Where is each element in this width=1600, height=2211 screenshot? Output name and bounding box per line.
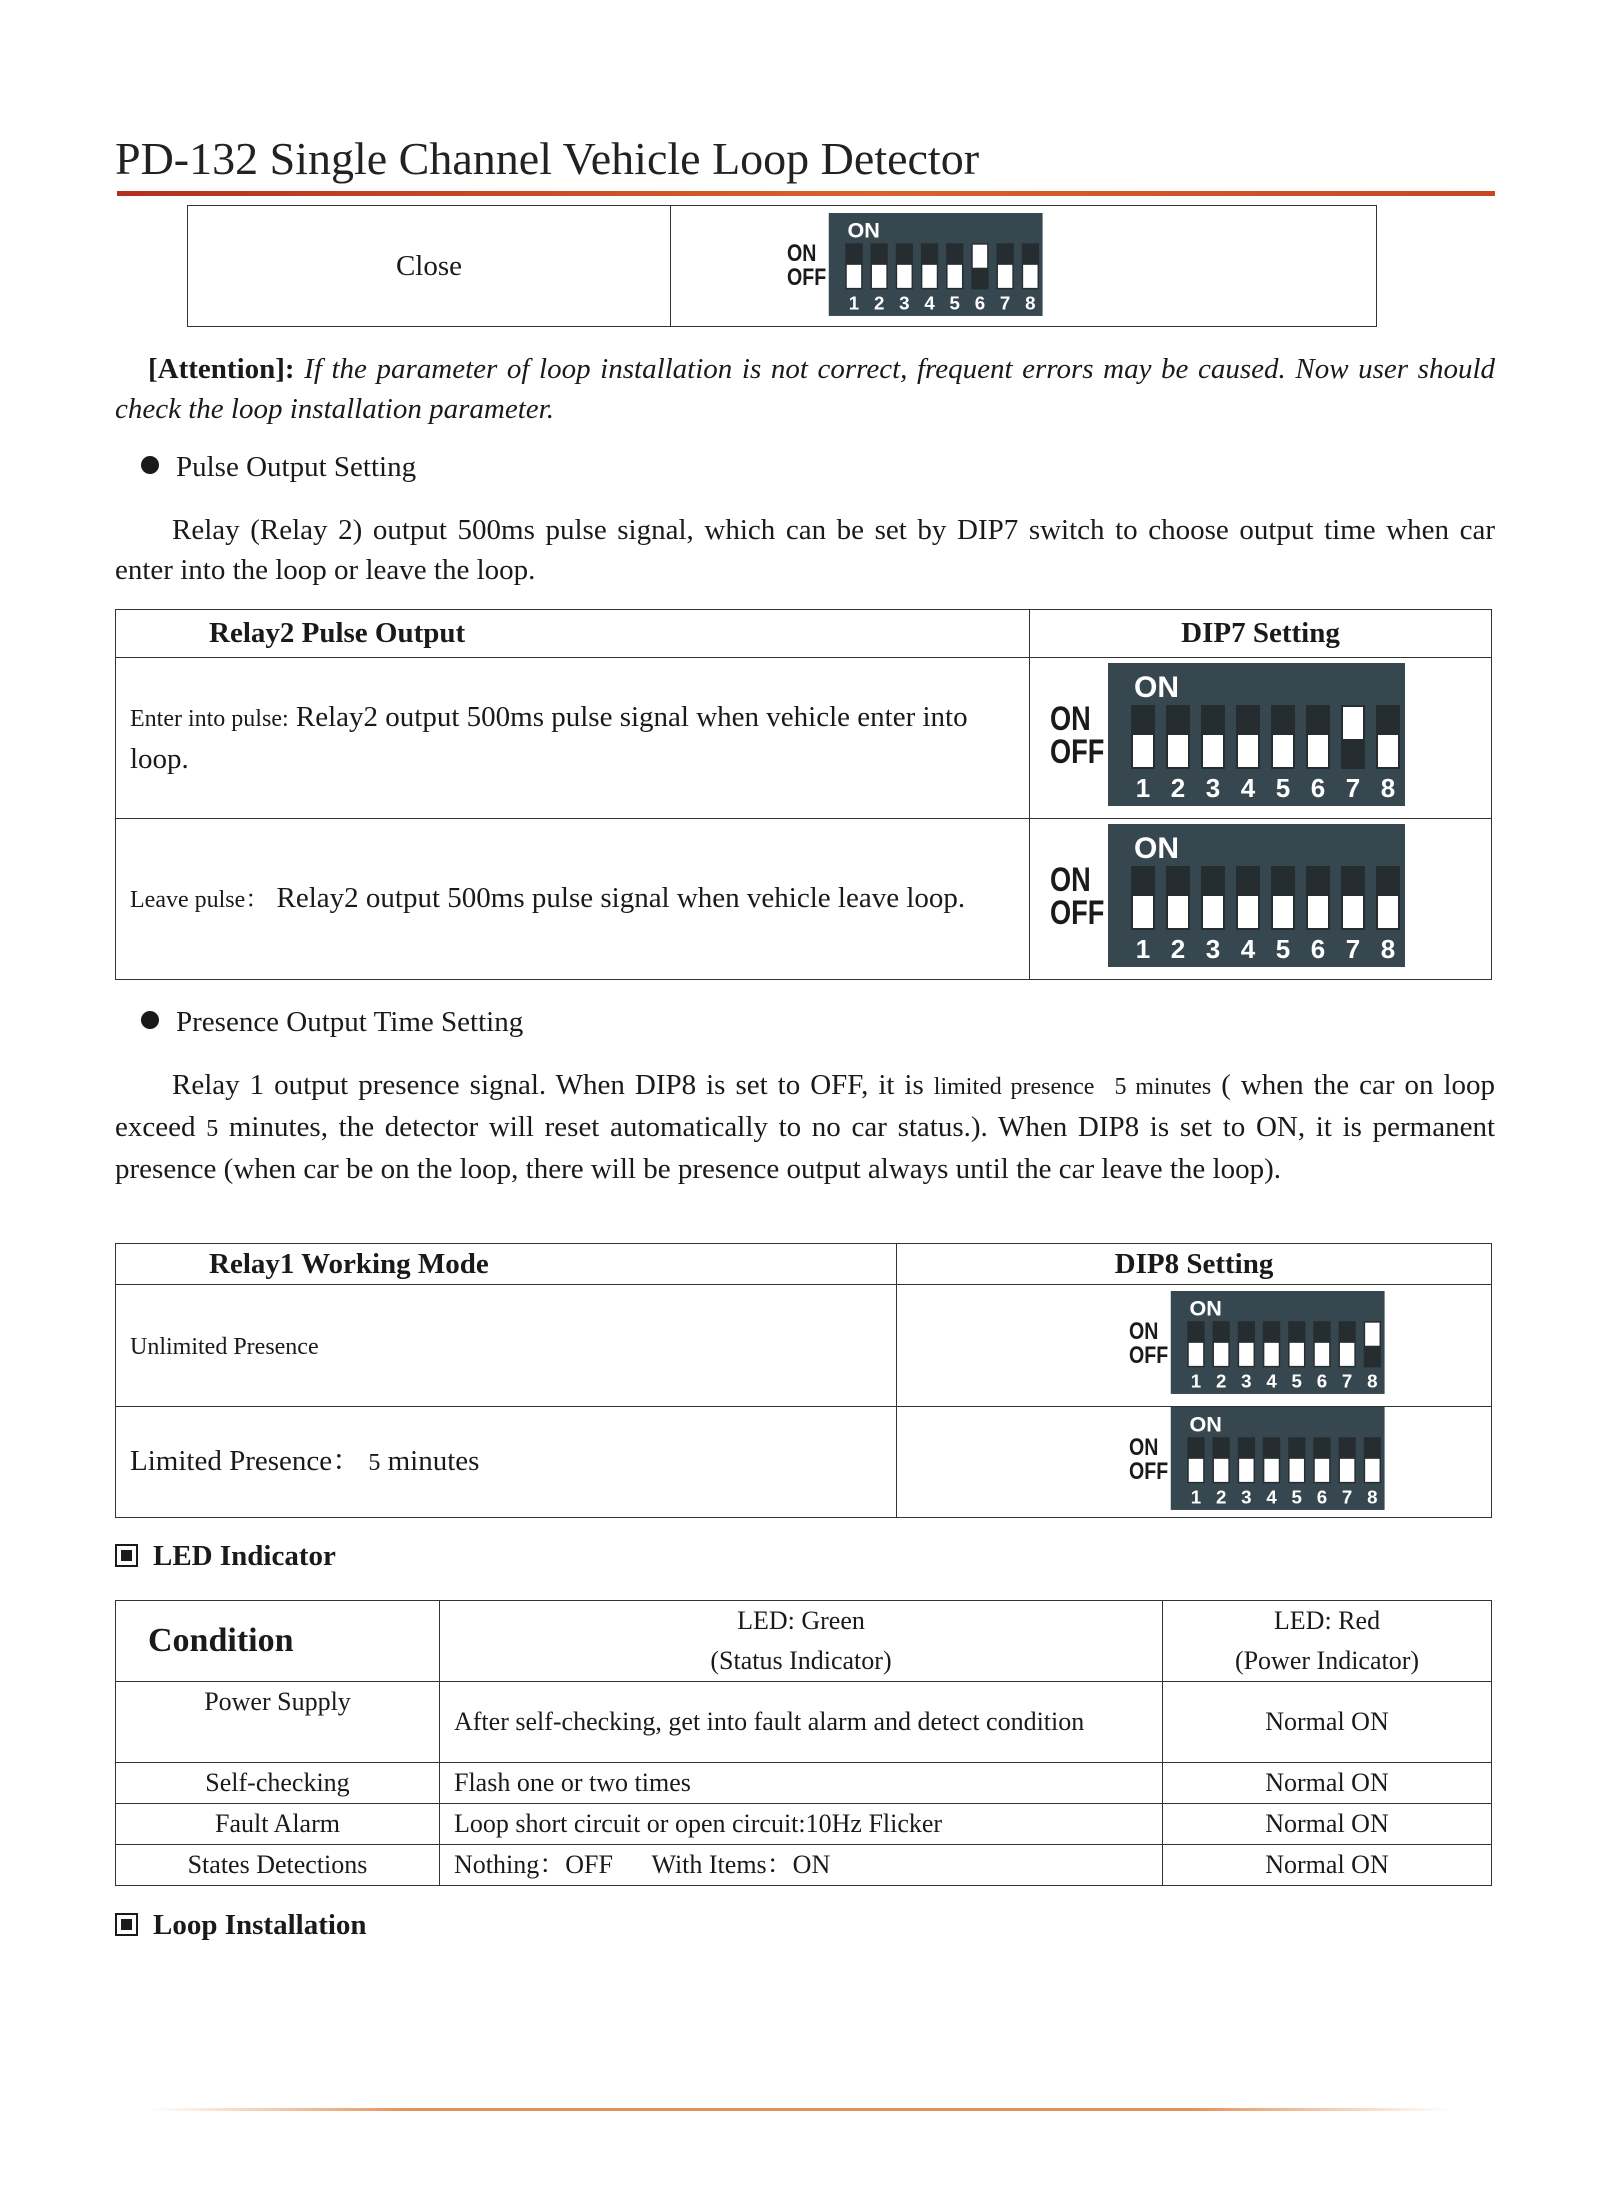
presence-row-limited-number: 5	[368, 1450, 381, 1476]
dip-toggle	[897, 265, 911, 288]
dip-number: 1	[848, 292, 860, 314]
dip-switch-unlimited	[1129, 1291, 1491, 1400]
presence-table	[115, 1243, 1492, 1518]
section-square-icon	[115, 1544, 138, 1567]
led-header-red	[1163, 1601, 1492, 1682]
dip-number: 5	[949, 292, 960, 314]
led-row-green-nothing: Nothing：OFF	[454, 1850, 613, 1879]
dip-number: 6	[1310, 934, 1326, 964]
bullet-dot	[141, 456, 159, 474]
presence-small-1: limited presence	[933, 1074, 1095, 1100]
dip-toggle	[1290, 1459, 1304, 1482]
led-table	[115, 1600, 1492, 1886]
dip-switch-close	[787, 213, 1376, 322]
loop-heading-text: Loop Installation	[153, 1909, 367, 1941]
dip-switch-graphic	[1050, 824, 1405, 969]
dip-number: 6	[974, 292, 986, 314]
dip-side-on-label: ON	[1050, 860, 1091, 899]
attention-paragraph	[115, 349, 1495, 429]
loop-heading	[115, 1909, 367, 1942]
dip-toggle	[1203, 735, 1223, 767]
dip-toggle	[1168, 735, 1188, 767]
dip-side-off-label: OFF	[1050, 893, 1105, 932]
dip-number: 5	[1275, 773, 1291, 803]
led-row-green: Flash one or two times	[440, 1763, 1163, 1804]
dip-number: 7	[999, 292, 1011, 314]
pulse-heading	[141, 451, 416, 484]
dip-toggle	[1238, 896, 1258, 928]
pulse-row-enter-label: Enter into pulse:	[130, 706, 289, 732]
close-label: Close	[395, 249, 463, 282]
dip-number: 1	[1135, 773, 1151, 803]
dip-toggle	[1189, 1459, 1203, 1482]
dip-number: 2	[873, 292, 885, 314]
dip-switch-graphic	[1050, 663, 1405, 808]
dip-number: 3	[1241, 1370, 1252, 1392]
pulse-table	[115, 609, 1492, 980]
presence-paragraph	[115, 1065, 1495, 1189]
led-row-green: Loop short circuit or open circuit:10Hz Flicker	[440, 1804, 1163, 1845]
led-heading-text: LED Indicator	[153, 1540, 336, 1572]
dip-side-off-label: OFF	[787, 263, 827, 291]
dip-on-label: ON	[847, 217, 880, 243]
pulse-row-leave-label: Leave pulse：	[130, 887, 270, 913]
led-row-red: Normal ON	[1163, 1804, 1492, 1845]
presence-small-2: 5 minutes	[1114, 1074, 1212, 1100]
dip-toggle	[973, 245, 987, 268]
dip-number: 8	[1380, 773, 1396, 803]
dip-side-on-label: ON	[787, 239, 817, 268]
dip-number: 7	[1341, 1486, 1353, 1508]
presence-heading	[141, 1006, 523, 1039]
dip-toggle	[1264, 1459, 1278, 1482]
dip-number: 4	[924, 292, 935, 314]
title-divider	[117, 191, 1495, 196]
pulse-row-leave-dip-cell	[1030, 819, 1492, 980]
led-header-green	[440, 1601, 1163, 1682]
dip-toggle	[1308, 735, 1328, 767]
dip-toggle	[1340, 1459, 1354, 1482]
dip-switch-limited	[1129, 1407, 1491, 1516]
presence-row-limited	[116, 1407, 897, 1518]
dip-number: 3	[1205, 934, 1221, 964]
dip-toggle	[1343, 707, 1363, 739]
pulse-table-col2: DIP7 Setting	[1030, 610, 1492, 658]
dip-number: 7	[1345, 773, 1361, 803]
pulse-paragraph: Relay (Relay 2) output 500ms pulse signal, which can be set by DIP7 switch to choose output time when car enter into the loop or leave the loop.	[115, 514, 1495, 586]
dip-toggle	[1239, 1459, 1253, 1482]
dip-on-label: ON	[1134, 671, 1179, 704]
dip-number: 7	[1341, 1370, 1353, 1392]
led-header-condition: Condition	[116, 1601, 440, 1682]
dip-toggle	[1365, 1459, 1379, 1482]
dip-toggle	[1273, 735, 1293, 767]
pulse-row-leave	[116, 819, 1030, 980]
dip-number: 4	[1240, 773, 1256, 803]
dip-toggle	[1214, 1459, 1228, 1482]
led-row-red: Normal ON	[1163, 1682, 1492, 1763]
dip-number: 2	[1170, 934, 1186, 964]
dip-side-off-label: OFF	[1129, 1457, 1169, 1485]
attention-text: If the parameter of loop installation is not correct, frequent errors may be caused. Now user should check the loop installation parameter.	[115, 353, 1495, 425]
close-label-cell	[188, 206, 671, 327]
presence-row-limited-dip-cell	[897, 1407, 1492, 1518]
dip-number: 1	[1135, 934, 1151, 964]
presence-row-limited-label: Limited Presence：	[130, 1445, 362, 1477]
dip-toggle	[1239, 1343, 1253, 1366]
dip-number: 1	[1190, 1486, 1202, 1508]
dip-number: 6	[1316, 1370, 1328, 1392]
dip-side-off-label: OFF	[1129, 1340, 1169, 1369]
dip-toggle	[1343, 896, 1363, 928]
presence-text-2: ( when the car on loop exceed	[115, 1069, 1496, 1143]
dip-toggle	[922, 265, 936, 288]
dip-number: 4	[1266, 1486, 1277, 1508]
dip-switch-graphic	[787, 213, 1043, 317]
dip-toggle	[1023, 265, 1037, 288]
dip-toggle	[998, 265, 1012, 288]
dip-toggle	[1365, 1322, 1379, 1345]
dip-toggle	[1238, 735, 1258, 767]
dip-number: 8	[1380, 934, 1396, 964]
presence-row-unlimited-dip-cell	[897, 1285, 1492, 1407]
led-row-condition: Power Supply	[116, 1682, 440, 1763]
dip-toggle	[1264, 1343, 1278, 1366]
page-title: PD-132 Single Channel Vehicle Loop Detector	[115, 133, 980, 184]
section-square-icon	[115, 1913, 138, 1936]
dip-toggle	[948, 265, 962, 288]
dip-toggle	[847, 265, 861, 288]
pulse-row-leave-text: Relay2 output 500ms pulse signal when vehicle leave loop.	[276, 882, 966, 914]
dip-switch-leave	[1050, 824, 1491, 974]
dip-number: 8	[1367, 1370, 1378, 1392]
presence-table-col2: DIP8 Setting	[897, 1244, 1492, 1285]
pulse-heading-text: Pulse Output Setting	[176, 451, 417, 483]
dip-number: 6	[1310, 773, 1326, 803]
dip-toggle	[872, 265, 886, 288]
presence-small-3: 5	[206, 1116, 219, 1142]
dip-side-on-label: ON	[1050, 699, 1091, 738]
dip-side-on-label: ON	[1129, 1316, 1159, 1345]
dip-toggle	[1378, 735, 1398, 767]
dip-toggle	[1308, 896, 1328, 928]
led-heading	[115, 1540, 336, 1573]
dip-switch-graphic	[1129, 1407, 1385, 1511]
dip-toggle	[1340, 1343, 1354, 1366]
dip-toggle	[1203, 896, 1223, 928]
dip-toggle	[1290, 1343, 1304, 1366]
presence-row-limited-unit: minutes	[387, 1445, 480, 1477]
dip-number: 2	[1170, 773, 1186, 803]
pulse-table-col1: Relay2 Pulse Output	[116, 610, 1030, 658]
led-row-condition: Self-checking	[116, 1763, 440, 1804]
dip-number: 4	[1266, 1370, 1277, 1392]
footer-divider	[150, 2108, 1450, 2111]
led-header-red-line1: LED: Red	[1273, 1606, 1381, 1635]
dip-number: 3	[1241, 1486, 1252, 1508]
led-row-red: Normal ON	[1163, 1845, 1492, 1886]
dip-number: 6	[1316, 1486, 1328, 1508]
dip-number: 3	[899, 292, 910, 314]
dip-on-label: ON	[1134, 832, 1179, 865]
dip-number: 5	[1291, 1486, 1302, 1508]
close-dip-cell	[671, 206, 1377, 327]
presence-row-unlimited-label: Unlimited Presence	[130, 1333, 319, 1360]
led-row-green	[440, 1845, 1163, 1886]
pulse-row-enter-text: Relay2 output 500ms pulse signal when vehicle enter into loop.	[130, 701, 968, 775]
dip-number: 4	[1240, 934, 1256, 964]
dip-toggle	[1378, 896, 1398, 928]
close-table	[187, 205, 1377, 327]
led-row-condition: Fault Alarm	[116, 1804, 440, 1845]
presence-heading-text: Presence Output Time Setting	[176, 1006, 524, 1038]
dip-number: 5	[1291, 1370, 1302, 1392]
led-row-green-items: With Items：ON	[651, 1850, 831, 1879]
dip-number: 1	[1190, 1370, 1202, 1392]
led-row-condition: States Detections	[116, 1845, 440, 1886]
dip-toggle	[1133, 896, 1153, 928]
dip-side-off-label: OFF	[1050, 732, 1105, 771]
dip-number: 7	[1345, 934, 1361, 964]
dip-switch-enter	[1050, 663, 1491, 813]
led-header-red-line2: (Power Indicator)	[1234, 1646, 1420, 1675]
dip-toggle	[1214, 1343, 1228, 1366]
dip-toggle	[1189, 1343, 1203, 1366]
dip-toggle	[1133, 735, 1153, 767]
presence-row-unlimited	[116, 1285, 897, 1407]
presence-text-1: Relay 1 output presence signal. When DIP8 is set to OFF, it is	[172, 1069, 924, 1101]
presence-text-3: minutes, the detector will reset automatically to no car status.). When DIP8 is set to ON, it is permanent presence (when car be on the loop, there will be presence output always until the car leave the loop).	[115, 1111, 1496, 1185]
dip-number: 2	[1215, 1486, 1227, 1508]
dip-toggle	[1168, 896, 1188, 928]
dip-number: 5	[1275, 934, 1291, 964]
dip-switch-graphic	[1129, 1291, 1385, 1395]
dip-on-label: ON	[1189, 1411, 1222, 1437]
led-row-red: Normal ON	[1163, 1763, 1492, 1804]
pulse-row-enter-dip-cell	[1030, 658, 1492, 819]
dip-number: 8	[1025, 292, 1036, 314]
dip-number: 3	[1205, 773, 1221, 803]
dip-toggle	[1315, 1343, 1329, 1366]
dip-number: 2	[1215, 1370, 1227, 1392]
led-header-green-line1: LED: Green	[737, 1606, 865, 1635]
dip-on-label: ON	[1189, 1295, 1222, 1321]
dip-toggle	[1273, 896, 1293, 928]
presence-table-col1: Relay1 Working Mode	[116, 1244, 897, 1285]
attention-label: [Attention]:	[148, 353, 295, 385]
led-row-green: After self-checking, get into fault alarm and detect condition	[440, 1682, 1163, 1763]
dip-number: 8	[1367, 1486, 1378, 1508]
dip-side-on-label: ON	[1129, 1433, 1159, 1462]
pulse-row-enter	[116, 658, 1030, 819]
led-header-green-line2: (Status Indicator)	[710, 1646, 892, 1675]
dip-toggle	[1315, 1459, 1329, 1482]
bullet-dot	[141, 1011, 159, 1029]
